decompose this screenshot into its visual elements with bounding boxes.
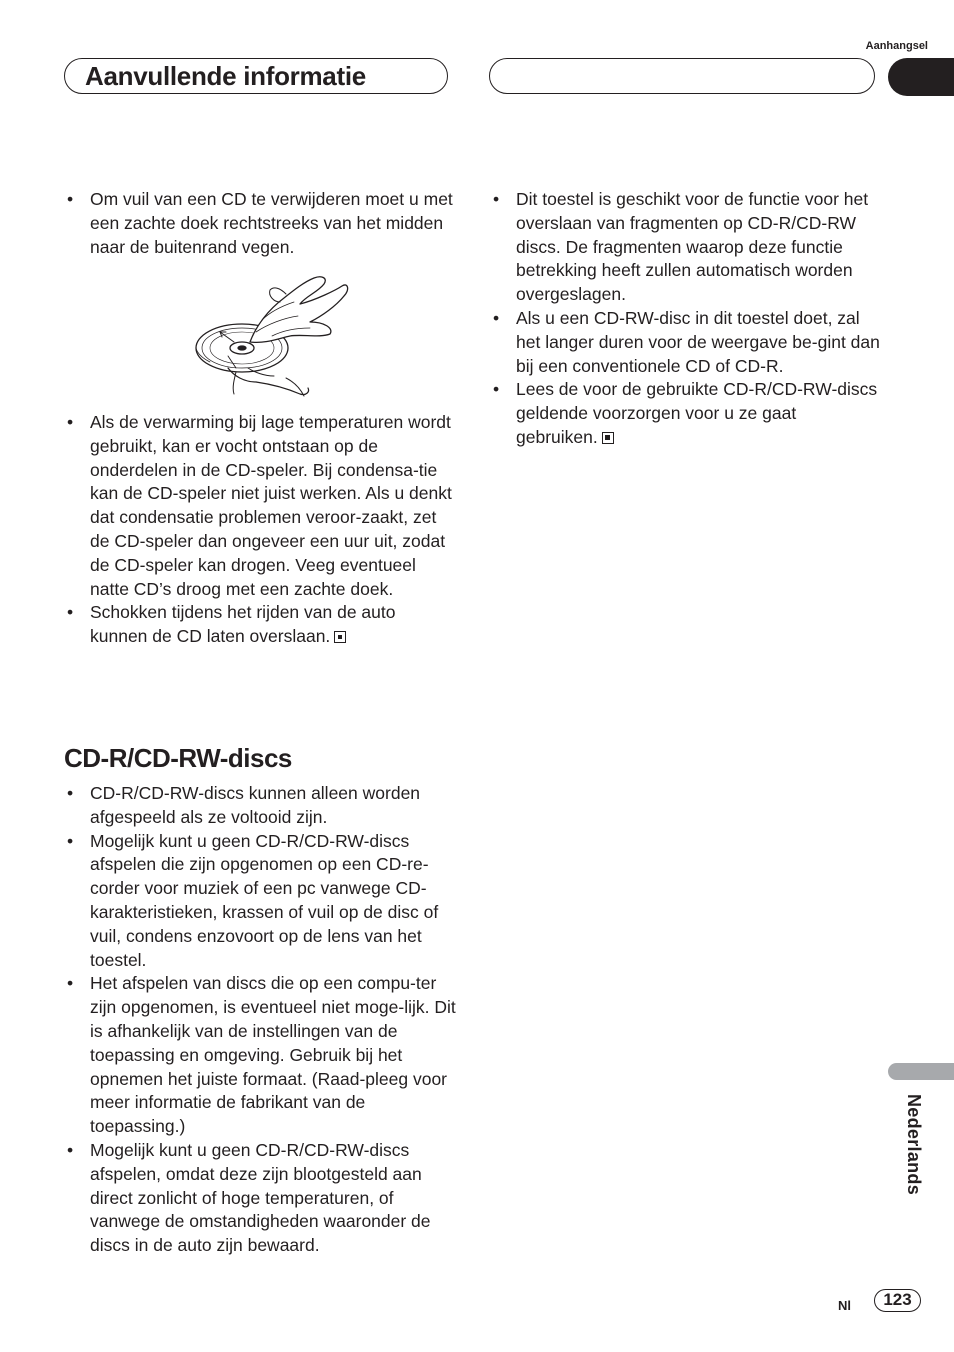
page-number: 123 [874, 1289, 921, 1312]
left-column-mid [64, 411, 456, 649]
language-tab-marker [888, 1063, 954, 1080]
header-empty-box [489, 58, 875, 94]
language-code: Nl [838, 1298, 851, 1313]
list-item: • Lees de voor de gebruikte CD-R/CD-RW-discs geldende voorzorgen voor u ze gaat gebruiken. [493, 379, 878, 447]
section-heading: CD-R/CD-RW-discs [64, 743, 292, 773]
page-title: Aanvullende informatie [85, 61, 366, 91]
language-label: Nederlands [904, 1094, 924, 1196]
list-item: • Als de verwarming bij lage temperaturen wordt gebruikt, kan er vocht ontstaan op de onderdelen in de CD-speler. Bij condensa-tie kan de CD-speler niet juist werken. Als u denkt dat condensatie problemen veroor-zaakt, zet de CD-speler dan ongeveer een uur uit, zodat de CD-speler kan drogen. Veeg eventueel natte CD’s droog met een zachte doek. [67, 412, 452, 599]
right-column [490, 188, 882, 450]
list-item: • Schokken tijdens het rijden van de auto kunnen de CD laten overslaan. [67, 602, 396, 647]
list-item: • Om vuil van een CD te verwijderen moet u met een zachte doek rechtstreeks van het midden naar de buitenrand vegen. [67, 189, 453, 257]
end-of-section-square-icon [334, 631, 346, 643]
list-item: • Als u een CD-RW-disc in dit toestel doet, zal het langer duren voor de weergave be-gint dan bij een conventionele CD of CD-R. [493, 307, 880, 376]
left-column-top [64, 188, 456, 259]
chapter-tab-marker [888, 58, 954, 96]
list-item: • Dit toestel is geschikt voor de functie voor het overslaan van fragmenten op CD-R/CD-RW discs. De fragmenten waarop deze functie betrekking heeft zullen automatisch worden overgeslagen. [493, 189, 869, 305]
left-column-section [64, 782, 456, 1258]
list-item: • CD-R/CD-RW-discs kunnen alleen worden afgespeeld als ze voltooid zijn. [67, 783, 421, 827]
cd-wiping-hands-illustration [190, 272, 350, 398]
list-item: • Het afspelen van discs die op een compu-ter zijn opgenomen, is eventueel niet moge-lijk. Dit is afhankelijk van de instellingen van de toepassing en omgeving. Gebruik bij het opnemen het juiste formaat. (Raad-pleeg voor meer informatie de fabrikant van de toepassing.) [67, 973, 456, 1137]
list-item: • Mogelijk kunt u geen CD-R/CD-RW-discs afspelen die zijn opgenomen op een CD-re-corder voor muziek of een pc vanwege CD-karakteristieken, krassen of vuil op de disc of vuil, condens enzovoort op de lens van het toestel. [67, 830, 439, 970]
section-tag: Aanhangsel [865, 40, 928, 52]
page-header [64, 58, 448, 94]
list-item: • Mogelijk kunt u geen CD-R/CD-RW-discs afspelen, omdat deze zijn blootgesteld aan direct zonlicht of hoge temperaturen, of vanwege de omstandigheden waaronder de discs in de auto zijn bewaard. [67, 1139, 431, 1256]
end-of-section-square-icon [602, 432, 614, 444]
